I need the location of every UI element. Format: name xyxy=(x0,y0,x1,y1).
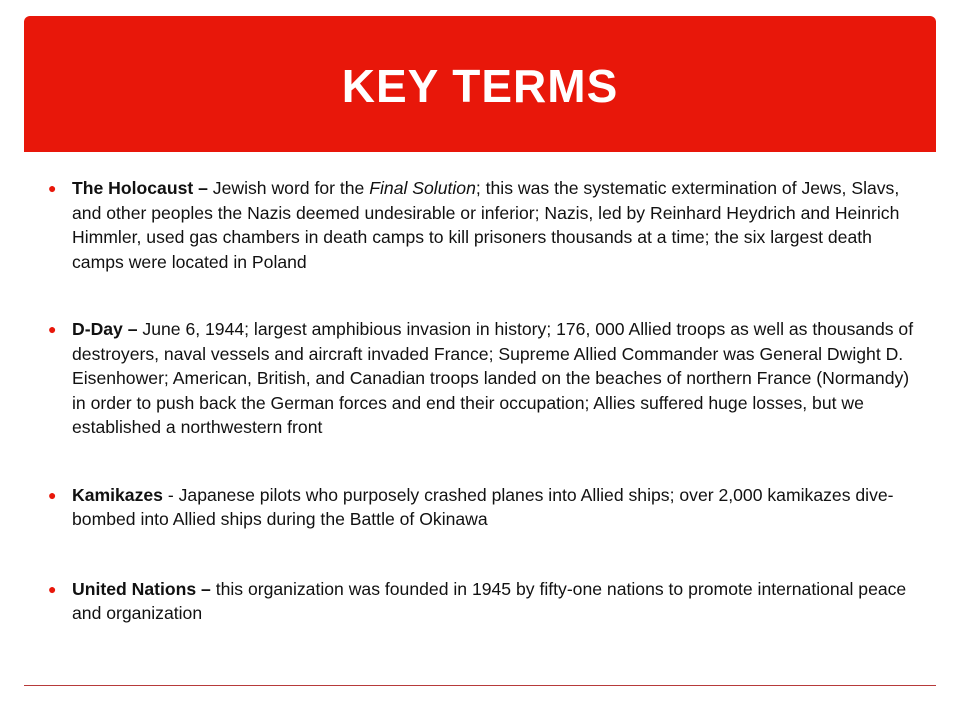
list-item xyxy=(48,577,918,626)
term-separator: – xyxy=(196,578,216,599)
definition-text: ; this was the systematic extermination of Jews, Slavs, and other peoples the Nazis deemed undesirable or inferior; Nazis, led by Reinhard Heydrich and Heinrich Himmler, used gas chambers in death camps to kill prisoners thousands at a time; the six largest death camps were located in Poland xyxy=(72,178,900,272)
title-banner xyxy=(24,16,936,152)
bullet-icon: ● xyxy=(48,180,57,196)
key-terms-list xyxy=(48,176,918,626)
list-item xyxy=(48,317,918,440)
term-label: The Holocaust xyxy=(72,178,194,198)
list-item-text xyxy=(72,483,918,532)
list-item-text xyxy=(72,577,918,626)
term-separator: – xyxy=(193,178,213,198)
definition-text: Jewish word for the xyxy=(212,178,370,198)
definition-text: this organization was founded in 1945 by fifty-one nations to promote international peace and organization xyxy=(72,578,907,623)
term-separator: – xyxy=(122,319,143,339)
term-label: D-Day xyxy=(72,319,123,339)
bullet-icon: ● xyxy=(48,486,57,503)
bullet-icon: ● xyxy=(48,321,57,337)
slide-title: KEY TERMS xyxy=(341,60,619,112)
definition-text: Japanese pilots who purposely crashed planes into Allied ships; over 2,000 kamikazes dive-bombed into Allied ships during the Battle of Okinawa xyxy=(72,484,894,529)
bullet-icon: ● xyxy=(48,580,57,597)
term-label: United Nations xyxy=(72,578,197,599)
term-separator: - xyxy=(162,484,179,505)
term-label: Kamikazes xyxy=(72,484,163,505)
bottom-divider xyxy=(24,685,936,686)
list-item xyxy=(48,176,918,274)
definition-emphasis: Final Solution xyxy=(369,178,476,198)
list-item-text xyxy=(72,317,918,440)
list-item xyxy=(48,483,918,532)
definition-text: June 6, 1944; largest amphibious invasion in history; 176, 000 Allied troops as well as thousands of destroyers, naval vessels and aircraft invaded France; Supreme Allied Commander was General Dwight D. Eisenhower; American, British, and Canadian troops landed on the beaches of northern France (Normandy) in order to push back the German forces and end their occupation; Allies suffered huge losses, but we established a northwestern front xyxy=(72,319,914,437)
list-item-text xyxy=(72,176,918,274)
